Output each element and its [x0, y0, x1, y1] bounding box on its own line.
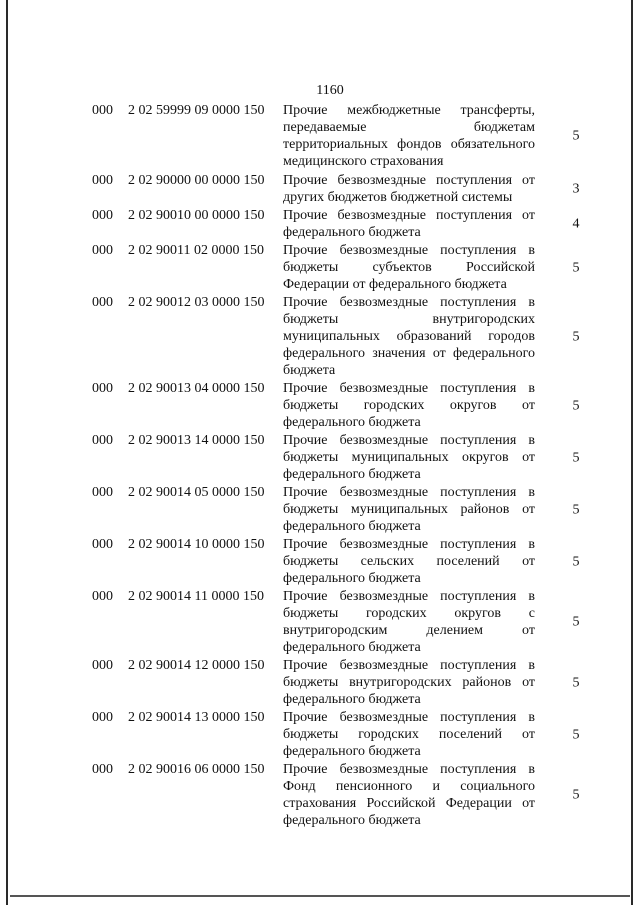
table-row [0, 761, 640, 829]
table-row [0, 588, 640, 656]
revenue-name [283, 380, 535, 431]
budget-classification-code: 2 02 90014 05 0000 150 [128, 485, 265, 500]
table-row [0, 657, 640, 708]
revenue-name-line: Прочие безвозмездные поступления в [283, 243, 535, 258]
budget-classification-code: 2 02 90011 02 0000 150 [128, 243, 264, 258]
revenue-name-line: федерального бюджета [283, 467, 421, 482]
revenue-name-line: федерального бюджета [283, 571, 421, 586]
revenue-name [283, 432, 535, 483]
revenue-name [283, 294, 535, 379]
revenue-name-line: Прочие межбюджетные трансферты, [283, 103, 535, 118]
revenue-name-line: федерального бюджета [283, 519, 421, 534]
revenue-name-line: Фонд пенсионного и социального [283, 779, 535, 794]
revenue-name [283, 588, 535, 656]
admin-code: 000 [92, 485, 113, 500]
admin-code: 000 [92, 243, 113, 258]
revenue-name-line: Прочие безвозмездные поступления в [283, 485, 535, 500]
revenue-name-line: Федерации от федерального бюджета [283, 277, 507, 292]
table-row [0, 242, 640, 293]
admin-code: 000 [92, 433, 113, 448]
revenue-name [283, 172, 535, 206]
budget-classification-code: 2 02 90000 00 0000 150 [128, 173, 265, 188]
revenue-name-line: Прочие безвозмездные поступления от [283, 208, 535, 223]
revenue-name-line: Прочие безвозмездные поступления от [283, 173, 535, 188]
page-number: 1160 [316, 83, 344, 98]
revenue-name [283, 536, 535, 587]
revenue-name [283, 657, 535, 708]
revenue-name-line: внутригородским делением от [283, 623, 535, 638]
norm-value: 5 [572, 502, 580, 517]
budget-classification-code: 2 02 90010 00 0000 150 [128, 208, 265, 223]
revenue-name-line: бюджеты муниципальных округов от [283, 450, 535, 465]
norm-value: 5 [572, 787, 580, 803]
revenue-name-line: Прочие безвозмездные поступления в [283, 589, 535, 604]
revenue-code-table [0, 102, 640, 830]
budget-classification-code: 2 02 90016 06 0000 150 [128, 762, 265, 777]
revenue-name-line: медицинского страхования [283, 154, 444, 169]
admin-code: 000 [92, 103, 113, 118]
revenue-name-line: бюджеты городских округов с [283, 606, 535, 621]
revenue-name-line: Прочие безвозмездные поступления в [283, 710, 535, 725]
revenue-name [283, 709, 535, 760]
revenue-name-line: бюджеты муниципальных районов от [283, 502, 535, 517]
norm-value: 5 [572, 614, 580, 630]
table-row [0, 207, 640, 241]
table-row [0, 380, 640, 431]
budget-classification-code: 2 02 90014 12 0000 150 [128, 658, 265, 673]
admin-code: 000 [92, 295, 113, 310]
norm-value: 5 [572, 727, 580, 742]
revenue-name-line: бюджета [283, 363, 336, 378]
norm-value: 5 [572, 398, 580, 413]
revenue-name-line: федерального бюджета [283, 813, 421, 828]
revenue-name [283, 242, 535, 293]
revenue-name-line: Прочие безвозмездные поступления в [283, 658, 535, 673]
revenue-name-line: территориальных фондов обязательного [283, 137, 535, 152]
norm-value: 5 [572, 675, 580, 690]
revenue-name [283, 102, 535, 170]
admin-code: 000 [92, 762, 113, 777]
table-row [0, 102, 640, 170]
table-row [0, 294, 640, 379]
revenue-name-line: бюджеты сельских поселений от [283, 554, 535, 569]
revenue-name [283, 207, 535, 241]
revenue-name-line: бюджеты внутригородских районов от [283, 675, 535, 690]
table-row [0, 709, 640, 760]
revenue-name-line: федерального значения от федерального [283, 346, 535, 361]
revenue-name-line: федерального бюджета [283, 744, 421, 759]
budget-classification-code: 2 02 90013 14 0000 150 [128, 433, 265, 448]
revenue-name-line: Прочие безвозмездные поступления в [283, 762, 535, 777]
revenue-name-line: бюджеты внутригородских [283, 312, 535, 327]
table-row [0, 484, 640, 535]
revenue-name-line: бюджеты субъектов Российской [283, 260, 535, 275]
revenue-name-line: Прочие безвозмездные поступления в [283, 381, 535, 396]
revenue-name-line: федерального бюджета [283, 415, 421, 430]
revenue-name-line: федерального бюджета [283, 640, 421, 655]
table-row [0, 536, 640, 587]
revenue-name-line: муниципальных образований городов [283, 329, 535, 344]
budget-classification-code: 2 02 90012 03 0000 150 [128, 295, 265, 310]
admin-code: 000 [92, 658, 113, 673]
revenue-name [283, 484, 535, 535]
revenue-name-line: передаваемые бюджетам [283, 120, 535, 135]
budget-classification-code: 2 02 90014 11 0000 150 [128, 589, 264, 604]
revenue-name-line: бюджеты городских поселений от [283, 727, 535, 742]
norm-value: 5 [572, 450, 580, 465]
budget-classification-code: 2 02 90014 13 0000 150 [128, 710, 265, 725]
admin-code: 000 [92, 537, 113, 552]
norm-value: 5 [572, 260, 580, 275]
budget-classification-code: 2 02 59999 09 0000 150 [128, 103, 265, 118]
norm-value: 4 [572, 216, 580, 232]
admin-code: 000 [92, 208, 113, 223]
page-border-bottom [10, 895, 630, 897]
revenue-name-line: федерального бюджета [283, 692, 421, 707]
norm-value: 5 [572, 128, 580, 144]
norm-value: 3 [572, 181, 580, 197]
norm-value: 5 [572, 329, 580, 344]
admin-code: 000 [92, 173, 113, 188]
budget-classification-code: 2 02 90014 10 0000 150 [128, 537, 265, 552]
admin-code: 000 [92, 710, 113, 725]
revenue-name-line: Прочие безвозмездные поступления в [283, 537, 535, 552]
admin-code: 000 [92, 589, 113, 604]
table-row [0, 172, 640, 206]
revenue-name-line: Прочие безвозмездные поступления в [283, 295, 535, 310]
norm-value: 5 [572, 554, 580, 569]
revenue-name-line: Прочие безвозмездные поступления в [283, 433, 535, 448]
budget-classification-code: 2 02 90013 04 0000 150 [128, 381, 265, 396]
admin-code: 000 [92, 381, 113, 396]
revenue-name-line: бюджеты городских округов от [283, 398, 535, 413]
table-row [0, 432, 640, 483]
revenue-name-line: федерального бюджета [283, 225, 421, 240]
revenue-name-line: других бюджетов бюджетной системы [283, 190, 513, 205]
revenue-name [283, 761, 535, 829]
revenue-name-line: страхования Российской Федерации от [283, 796, 535, 811]
